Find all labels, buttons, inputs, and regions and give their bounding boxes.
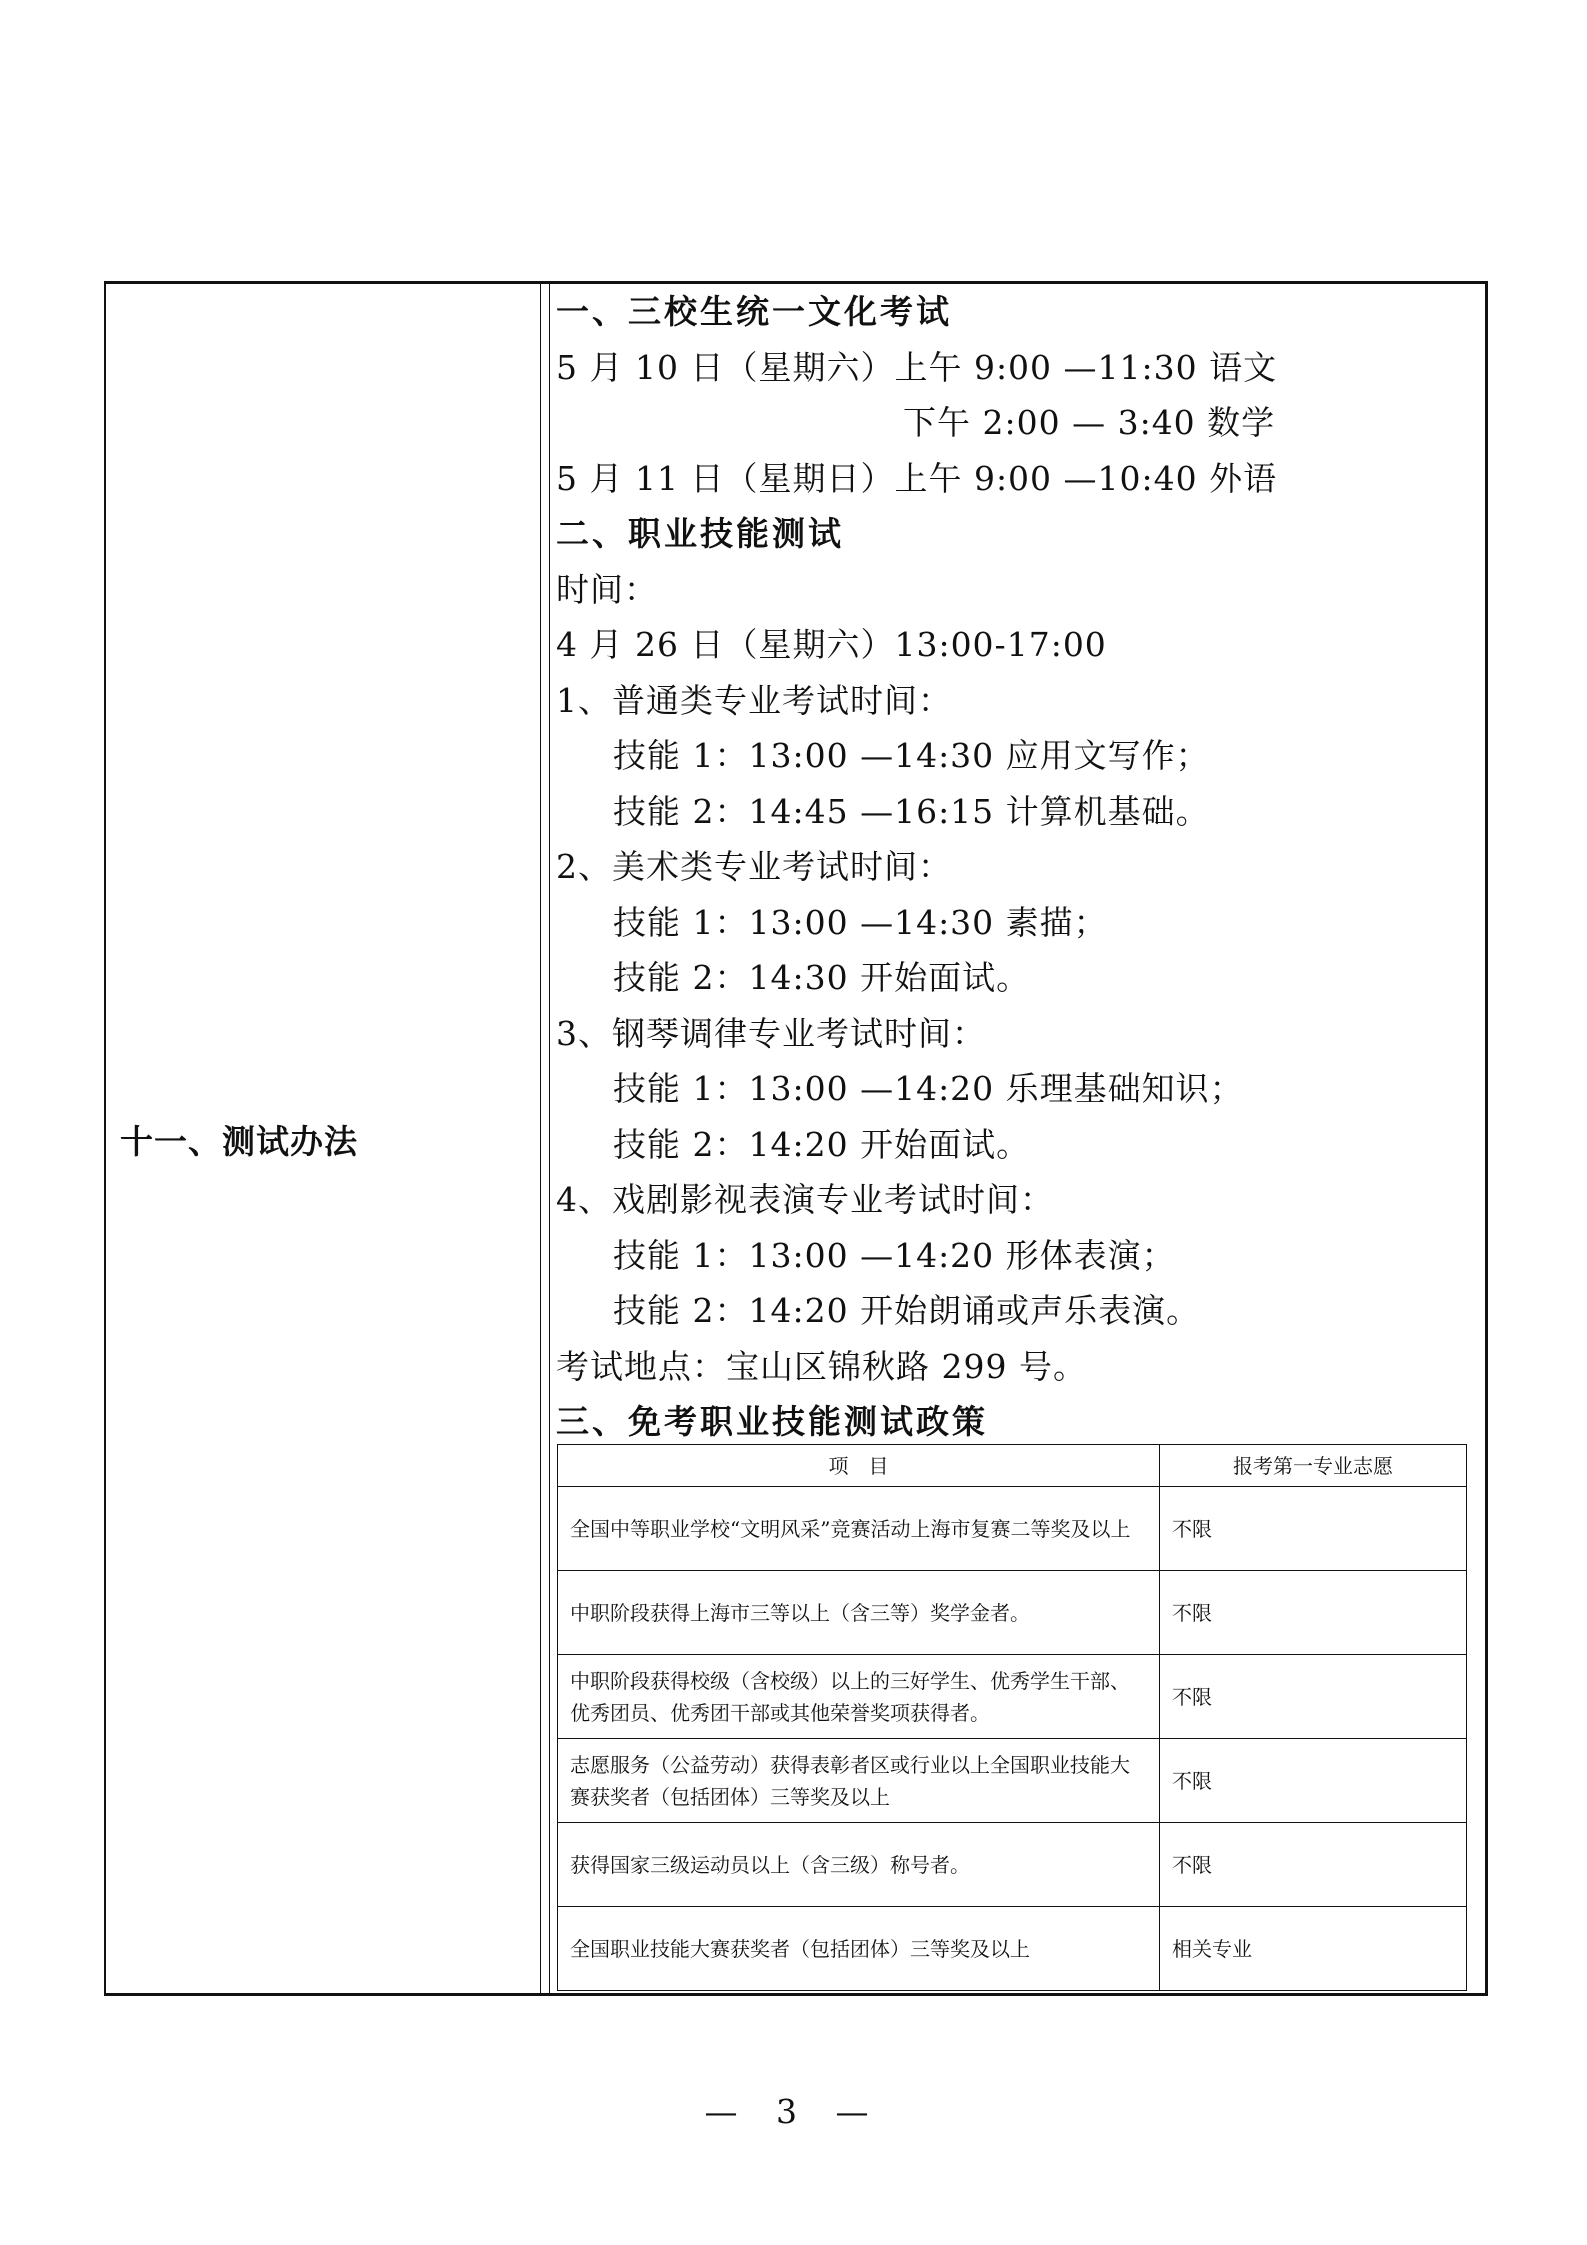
exam-line: 5 月 10 日（星期六）上午 9:00 —11:30 语文 (556, 347, 1278, 387)
table-cell-preference: 不限 (1160, 1487, 1467, 1571)
table-cell-preference: 不限 (1160, 1571, 1467, 1655)
table-header-row (558, 1445, 1467, 1487)
skill-item: 技能 2：14:20 开始面试。 (613, 1124, 1031, 1164)
table-row (558, 1823, 1467, 1907)
group-title: 3、钢琴调律专业考试时间： (556, 1013, 986, 1053)
skill-item: 技能 1：13:00 —14:20 乐理基础知识； (613, 1069, 1244, 1108)
exemption-policy-table (557, 1444, 1467, 1991)
section3-heading: 三、免考职业技能测试政策 (556, 1402, 988, 1441)
skill-item: 技能 1：13:00 —14:30 素描； (613, 902, 1108, 942)
skill-item: 技能 2：14:20 开始朗诵或声乐表演。 (613, 1291, 1201, 1330)
table-cell-item: 全国中等职业学校“文明风采”竞赛活动上海市复赛二等奖及以上 (558, 1487, 1160, 1571)
page-number: — 3 — (704, 2092, 883, 2131)
table-cell-item: 志愿服务（公益劳动）获得表彰者区或行业以上全国职业技能大赛获奖者（包括团体）三等奖及以上 (558, 1739, 1160, 1823)
group-title: 2、美术类专业考试时间： (556, 847, 952, 886)
table-cell-preference: 相关专业 (1160, 1907, 1467, 1991)
table-cell-item: 全国职业技能大赛获奖者（包括团体）三等奖及以上 (558, 1907, 1160, 1991)
section1-heading: 一、三校生统一文化考试 (556, 292, 952, 331)
exam-line: 5 月 11 日（星期日）上午 9:00 —10:40 外语 (556, 458, 1278, 498)
time-label: 时间： (556, 569, 658, 609)
row-label: 十一、测试办法 (120, 1122, 358, 1161)
exam-line: 下午 2:00 — 3:40 数学 (903, 403, 1276, 442)
table-cell-preference: 不限 (1160, 1823, 1467, 1907)
table-cell-item: 中职阶段获得上海市三等以上（含三等）奖学金者。 (558, 1571, 1160, 1655)
table-cell-item: 获得国家三级运动员以上（含三级）称号者。 (558, 1823, 1160, 1907)
column-header-preference: 报考第一专业志愿 (1160, 1445, 1467, 1487)
table-row (558, 1655, 1467, 1739)
skill-item: 技能 1：13:00 —14:30 应用文写作； (613, 736, 1210, 775)
column-header-item: 项 目 (558, 1445, 1160, 1487)
column-divider-inner (549, 281, 550, 1996)
table-cell-preference: 不限 (1160, 1655, 1467, 1739)
table-row (558, 1907, 1467, 1991)
column-divider (540, 281, 541, 1996)
table-cell-item: 中职阶段获得校级（含校级）以上的三好学生、优秀学生干部、优秀团员、优秀团干部或其他荣誉奖项获得者。 (558, 1655, 1160, 1739)
group-title: 4、戏剧影视表演专业考试时间： (556, 1180, 1054, 1219)
section2-heading: 二、职业技能测试 (556, 514, 844, 553)
exam-date: 4 月 26 日（星期六）13:00-17:00 (556, 625, 1107, 664)
skill-item: 技能 2：14:30 开始面试。 (613, 958, 1031, 997)
table-row (558, 1487, 1467, 1571)
skill-item: 技能 1：13:00 —14:20 形体表演； (613, 1235, 1176, 1275)
table-row (558, 1739, 1467, 1823)
table-row (558, 1571, 1467, 1655)
group-title: 1、普通类专业考试时间： (556, 680, 952, 720)
table-cell-preference: 不限 (1160, 1739, 1467, 1823)
test-method-content (556, 284, 1476, 1450)
skill-item: 技能 2：14:45 —16:15 计算机基础。 (613, 791, 1210, 831)
exam-location: 考试地点：宝山区锦秋路 299 号。 (556, 1346, 1087, 1386)
